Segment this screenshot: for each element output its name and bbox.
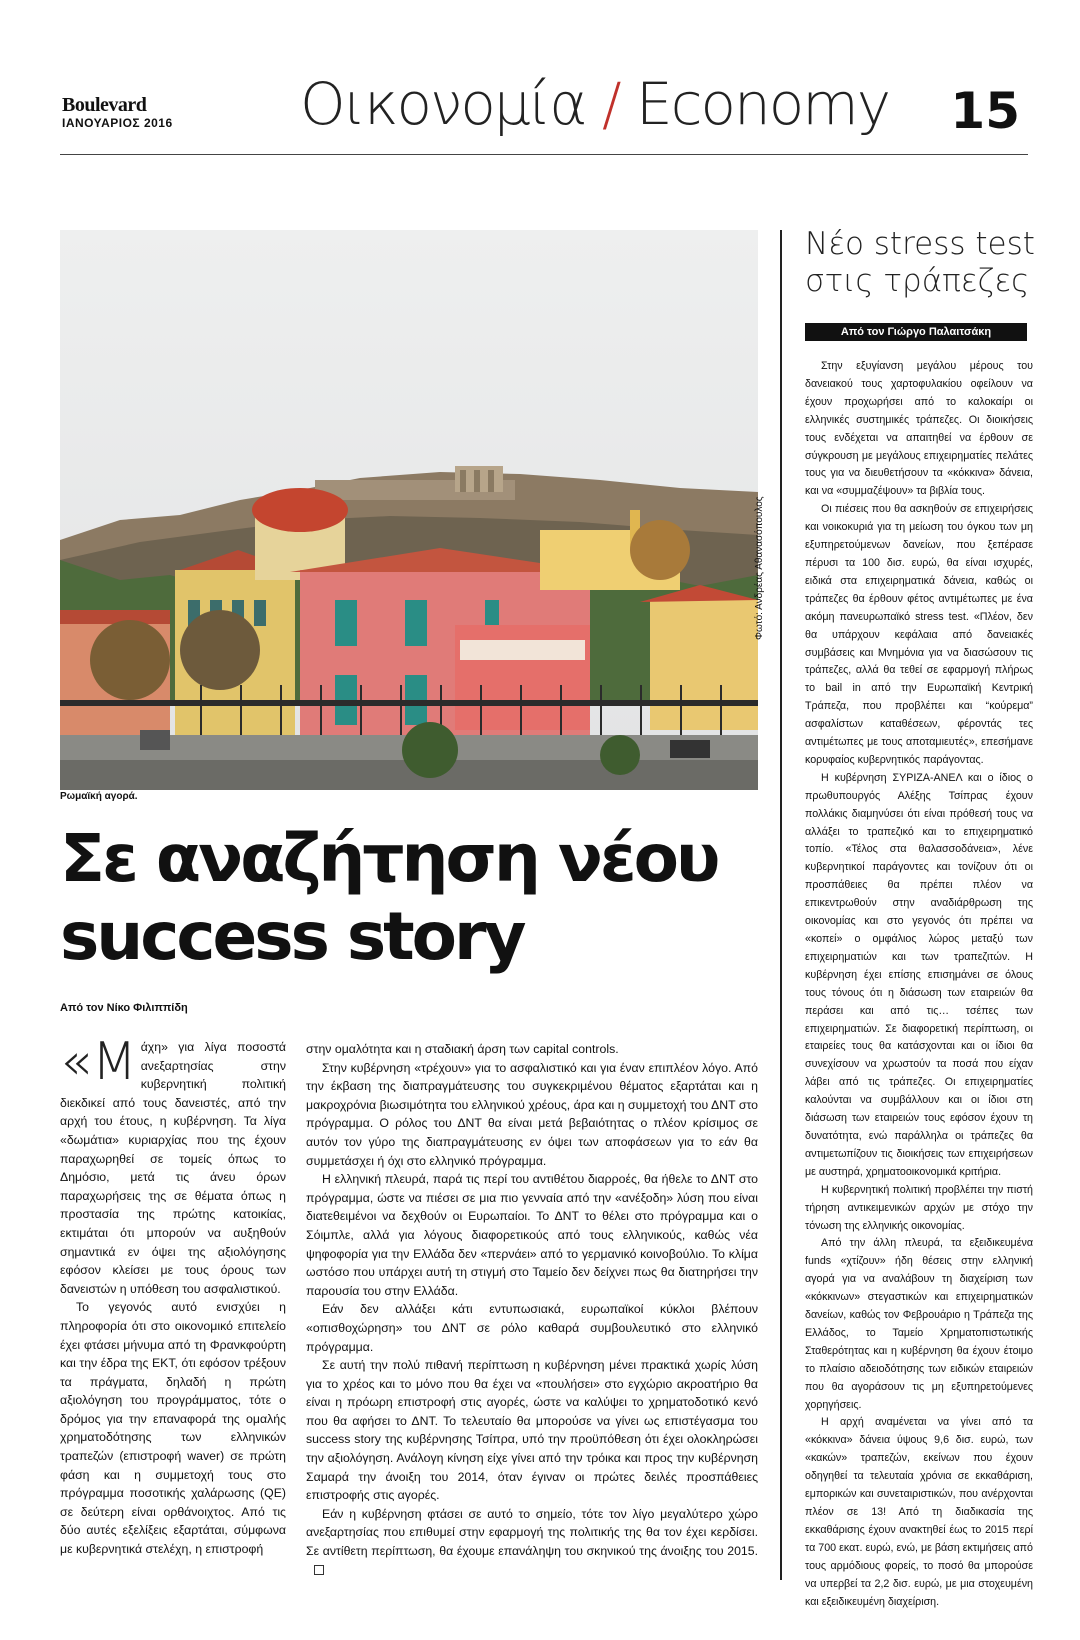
sidebar-title-line-2: στις τράπεζες — [805, 263, 1030, 299]
sidebar-paragraph: Στην εξυγίανση μεγάλου μέρους του δανειακού τους χαρτοφυλακίου οφείλουν να έχουν προχωρήσει από το καλοκαίρι οι ελληνικές συστημικές τράπεζες. Οι διοικήσεις τους ενδέχεται να απαιτηθεί να έρθουν σε σύγκρουση με μεγάλους επιχειρηματίες πελάτες τους για να διευθετήσουν τα «κόκκινα» δάνεια, και να «συμμαζέψουν» τα βιβλία τους. — [805, 360, 1033, 498]
sidebar-paragraph: Οι πιέσεις που θα ασκηθούν σε επιχειρήσεις και νοικοκυριά για τη μείωση του όγκου των μη εξυπηρετούμενων δανείων, που ξεπέρασε πέρυσι τα 100 δισ. ευρώ, θα είναι ισχυρές, ειδικά στα επιχειρηματικά δάνεια, καθώς οι τράπεζες θα έρθουν φέτος αντιμέτωπες με ένα ακόμη πανευρωπαϊκό stress test. «Πλέον, δεν θα υπάρχουν κεφάλαια από δανειακές συμβάσεις και Μνημόνια για να διασώσουν τις τράπεζες, αλλά θα τεθεί σε εφαρμογή πλήρως το bail in από την Ευρωπαϊκή Κεντρική Τράπεζα, που προβλέπει και “κούρεμα” ασφαλίστων καταθέσεων, φέροντάς τες αντιμέτωπες με τους αποταμιευτές», επεσήμανε κορυφαίος κυβερνητικός παράγοντας. — [805, 503, 1033, 766]
photo-caption: Ρωμαϊκή αγορά. — [60, 791, 138, 802]
paragraph-text: Εάν η κυβέρνηση φτάσει σε αυτό το σημείο, τότε τον λίγο μεγαλύτερο χώρο ανεξαρτησίας που επιθυμεί στην εφαρμογή της πολιτικής της θα τον έχει κερδίσει. Σε αντίθετη περίπτωση, θα έχουμε επανάληψη του σκηνικού της άνοιξης του 2015. — [306, 1506, 758, 1559]
sidebar-title — [805, 226, 1035, 300]
sidebar-paragraph: Η κυβερνητική πολιτική προβλέπει την πιστή τήρηση αντικειμενικών αρχών με στόχο την τόνωση της ελληνικής οικονομίας. — [805, 1183, 1033, 1232]
drop-cap: «Μ — [60, 1032, 137, 1092]
brand-logo: Boulevard — [62, 94, 147, 116]
article-paragraph: Η ελληνική πλευρά, παρά τις περί του αντιθέτου διαρροές, θα ήθελε το ΔΝΤ στο πρόγραμμα, ώστε να πιέσει σε μια πιο γενναία από την «ανέξοδη» λύση που είναι διατεθειμένοι να δεχθούν οι Ευρωπαίοι. Το ΔΝΤ το θέλει στο πρόγραμμα και ο Σόιμπλε, αλλά για λόγους διαφορετικούς από τους ελληνικούς, καθώς νέα ψηφοφορία για την Ελλάδα δεν «περνάει» από το γερμανικό κοινοβούλιο. Το κλίμα ωστόσο που υπάρχει αυτή τη στιγμή στο Ταμείο δεν δείχνει πως θα διατηρήσει την παρουσία του στην Ελλάδα. — [306, 1172, 758, 1298]
section-title — [300, 70, 889, 138]
article-column-1 — [60, 1032, 286, 1559]
sidebar-title-line-1: Νέο stress test — [805, 226, 1035, 262]
sidebar-body — [805, 358, 1033, 1611]
article-paragraph: στην ομαλότητα και η σταδιακή άρση των capital controls. — [306, 1042, 619, 1056]
article-paragraph: Σε αυτή την πολύ πιθανή περίπτωση η κυβέρνηση μένει πρακτικά χωρίς λύση για το χρέος και το μόνο που θα έχει να «πουλήσει» στο εγχώριο ακροατήριο θα είναι η πρόωρη επιστροφή στις αγορές, ώστε να καλύψει το χρηματοδοτικό κενό που θα αφήσει το ΔΝΤ. Το τελευταίο θα μπορούσε να γίνει ως επιστέγασμα του success story της κυβέρνησης Τσίπρα, υπό την προϋπόθεση ότι έχει ολοκληρώσει την αξιολόγηση. Ανάλογη κίνηση είχε γίνει από την τρόικα και προς την κυβέρνηση Σαμαρά την άνοιξη του 2014, όταν έγιναν οι πρώτες δειλές προσπάθειες επιστροφής στις αγορές. — [306, 1358, 758, 1503]
sidebar-paragraph: Η αρχή αναμένεται να γίνει από τα «κόκκινα» δάνεια ύψους 9,6 δισ. ευρώ, των «κακών» τραπεζών, εκείνων που έχουν οδηγηθεί τα τελευταία χρόνια σε εκκαθάριση, εμπορικών και συνεταιριστικών, που ανέρχονται πλέον σε 13! Από τη διαδικασία της εκκαθάρισης έχουν ανακτηθεί έως το 2015 περί τα 700 εκατ. ευρώ, ενώ, με βάση εκτιμήσεις από τους αρμόδιους φορείς, το ποσό θα μπορούσε να υπερβεί τα 2,2 δισ. ευρώ, με μια στοχευμένη και εξειδικευμένη διαχείριση. — [805, 1416, 1033, 1608]
sidebar-paragraph: Η κυβέρνηση ΣΥΡΙΖΑ-ΑΝΕΛ και ο ίδιος ο πρωθυπουργός Αλέξης Τσίπρας έχουν πολλάκις διαμηνύσει ότι είναι πρόθεσή τους να αλλάξει το τραπεζικό και το επιχειρηματικό τοπίο. «Τέλος στα θαλασσοδάνεια», λένε κυβερνητικοί παράγοντες και τονίζουν ότι οι προσπάθειες θα πρέπει πλέον να επικεντρωθούν στην αναδιάρθρωση της οικονομίας και στο γεγονός ότι πρέπει να «κοπεί» ο ομφάλιος λώρος μεταξύ των επιχειρηματιών και των τραπεζιτών. Η κυβέρνηση έχει επίσης επισημάνει σε όλους τους τόνους ότι η διάσωση των εταιρειών θα περάσει και από τις… τσέπες των επιχειρηματιών. Σε διαφορετική περίπτωση, οι εταιρείες τους θα κατάσχονται και οι ίδιοι θα συνεχίσουν να χρωστούν τα ποσά που είχαν λάβει από τις τράπεζες. Οι επιχειρηματίες καλούνται να συμβάλλουν και οι ίδιοι στη διάσωση των εταιρειών τους εφόσον έχουν τη δυνατότητα, ενώ παράλληλα οι τράπεζες θα αντιμετωπίζουν τις διοικήσεις των επιχειρήσεων με αυστηρά, χρηματοοικονομικά κριτήρια. — [805, 771, 1033, 1178]
article-photo — [60, 230, 758, 790]
article-paragraph: Εάν δεν αλλάξει κάτι εντυπωσιακά, ευρωπαϊκοί κύκλοι βλέπουν «οπισθοχώρηση» του ΔΝΤ σε ρόλο καθαρά συμβουλευτικό στο ελληνικό πρόγραμμα. — [306, 1302, 758, 1354]
photo-credit: Φωτό: Ανδρέας Αθανασόπουλος — [754, 496, 765, 640]
article-paragraph — [306, 1505, 758, 1579]
sidebar-divider — [780, 230, 782, 1580]
headline-line-2: success story — [60, 898, 524, 975]
section-title-english: Economy — [635, 70, 890, 138]
headline-line-1: Σε αναζήτηση νέου — [60, 820, 718, 897]
sidebar-paragraph: Από την άλλη πλευρά, τα εξειδικευμένα funds «χτίζουν» ήδη θέσεις στην ελληνική αγορά για να αναλάβουν τη διαχείριση των «κόκκινων» στεγαστικών και επιχειρηματικών δανείων, καθώς τον Φεβρουάριο η Τράπεζα της Ελλάδος, το Ταμείο Χρηματοπιστωτικής Σταθερότητας και η κυβέρνηση θα έχουν έτοιμο το πλαίσιο αδειοδότησης των ειδικών εταιρειών που θα αγοράσουν τις μη εξυπηρετούμενες χορηγήσεις. — [805, 1237, 1033, 1411]
article-column-2 — [306, 1040, 758, 1579]
article-paragraph — [60, 1032, 286, 1298]
article-paragraph: Στην κυβέρνηση «τρέχουν» για το ασφαλιστικό και για έναν επιπλέον λόγο. Από την έκβαση της διαπραγμάτευσης του συγκεκριμένου θέματος εξαρτάται και η μακροχρόνια βιωσιμότητα του ελληνικού χρέους, άρα και η συμμετοχή του ΔΝΤ στο πρόγραμμα. Ο ρόλος του ΔΝΤ θα είναι μετά βεβαιότητας ο πλέον κρίσιμος σε αυτόν τον γύρο της διαπραγμάτευσης εν όψει των αποφάσεων για το εάν θα συμμετάσχει ή όχι στο ελληνικό πρόγραμμα. — [306, 1060, 758, 1168]
header-rule — [60, 154, 1028, 155]
article-headline — [60, 820, 760, 976]
issue-date: ΙΑΝΟΥΑΡΙΟΣ 2016 — [62, 116, 173, 130]
end-mark-icon — [314, 1565, 324, 1575]
article-byline: Από τον Νίκο Φιλιππίδη — [60, 1002, 188, 1014]
paragraph-text: άχη» για λίγα ποσοστά ανεξαρτησίας στην κυβερνητική πολιτική διεκδικεί από τους δανειστές, από την αρχή του έτους, η κυβέρνηση. Τα λίγα «δωμάτια» κυριαρχίας που της έχουν παραχωρηθεί σε τομείς όπως το Δημόσιο, μετά τις άνευ όρων παραχωρήσεις της σε θέματα όπως η προστασία της πρώτης κατοικίας, εκτιμάται ότι μπορούν να αυξηθούν σημαντικά εν όψει της αξιολόγησης εφόσον κλείσει με τους όρους των δανειστών η υπόθεση του ασφαλιστικού. — [60, 1040, 286, 1296]
page-number: 15 — [950, 82, 1020, 140]
sidebar-byline: Από τον Γιώργο Παλαιτσάκη — [805, 323, 1027, 341]
section-slash: / — [601, 70, 620, 138]
article-paragraph: Το γεγονός αυτό ενισχύει η πληροφορία ότι στο οικονομικό επιτελείο έχει φτάσει μήνυμα από τη Φρανκφούρτη και την έδρα της ΕΚΤ, ότι εφόσον τρέξουν τα πράγματα, δηλαδή η πρώτη αξιολόγηση του προγράμματος, τότε ο δρόμος για την επαναφορά της ομαλής χρηματοδότησης των ελληνικών τραπεζών (επιστροφή waver) σε πρώτη φάση και η συμμετοχή τους στο πρόγραμμα ποσοτικής χαλάρωσης (QE) σε δεύτερη είναι ορθάνοιχτος. Από τις δύο αυτές εξελίξεις εξαρτάται, σύμφωνα με κυβερνητικά στελέχη, η επιστροφή — [60, 1300, 286, 1557]
roman-agora-image — [60, 230, 758, 790]
section-title-greek: Οικονομία — [300, 70, 586, 138]
